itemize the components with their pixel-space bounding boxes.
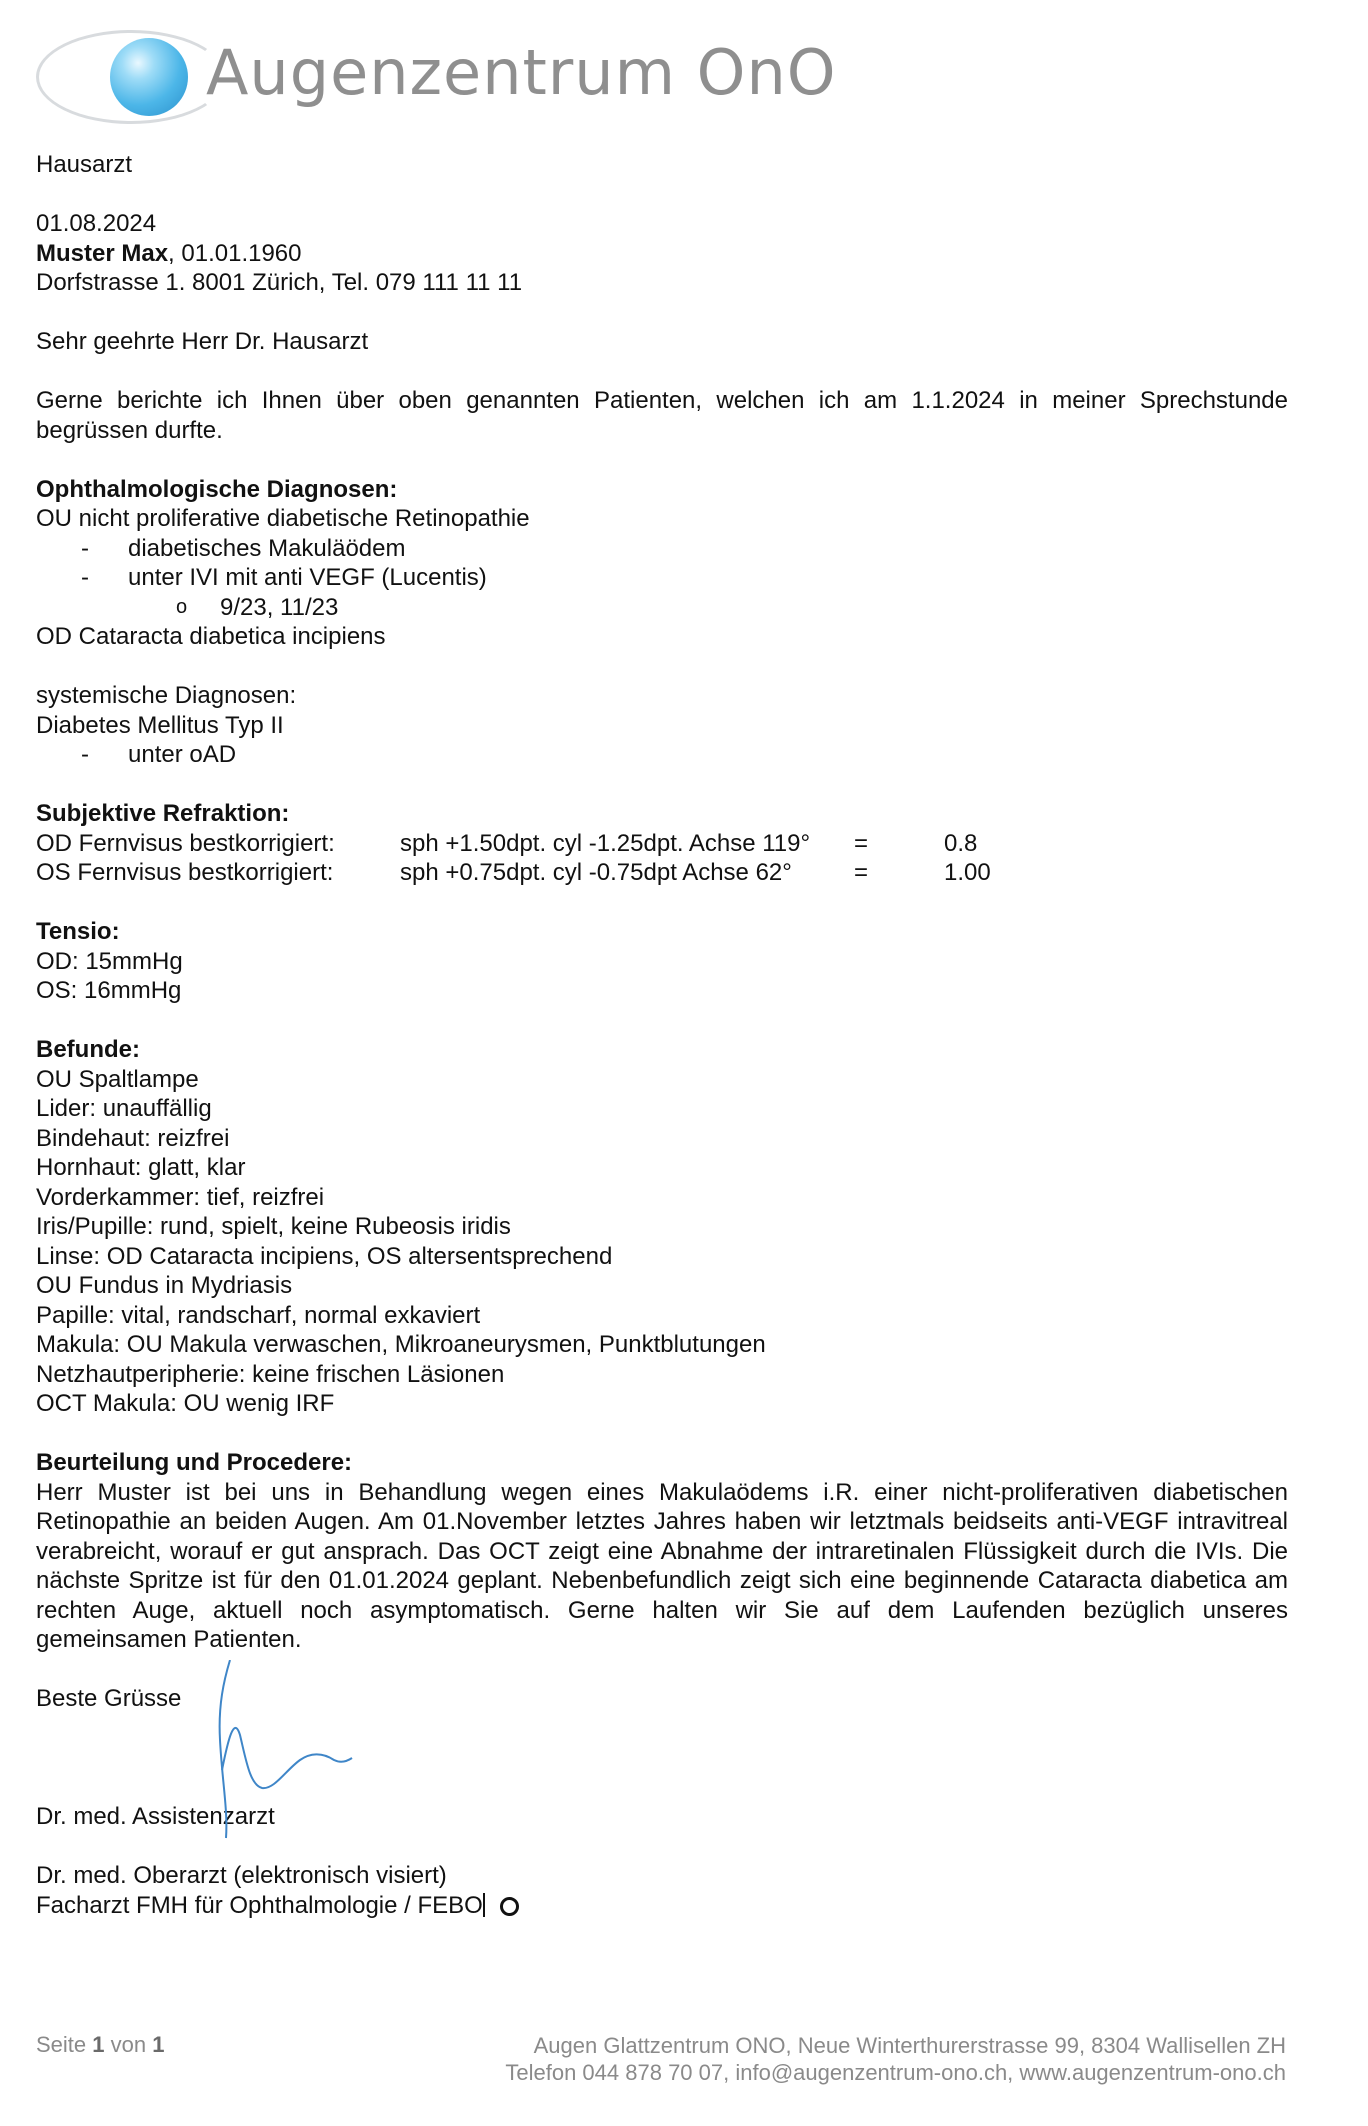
intro-block — [36, 386, 1296, 445]
refraction-label: OD Fernvisus bestkorrigiert: — [36, 829, 335, 857]
letter-date: 01.08.2024 — [36, 210, 157, 237]
assistant-name: Dr. med. Assistenzarzt — [36, 1803, 275, 1830]
finding-line: Lider: unauffällig — [36, 1095, 212, 1122]
patient-block — [36, 209, 1296, 298]
senior-signoff — [36, 1861, 1296, 1920]
salutation-block — [36, 327, 1296, 357]
diagnosis-secondary: OD Cataracta diabetica incipiens — [36, 623, 386, 650]
refraction-value: sph +0.75dpt. cyl -0.75dpt Achse 62° — [400, 859, 792, 886]
refraction-label: OS Fernvisus bestkorrigiert: — [36, 859, 334, 886]
footer-contact: Telefon 044 878 70 07, info@augenzentrum-ono.ch, www.augenzentrum-ono.ch — [505, 2060, 1286, 2085]
finding-line: Makula: OU Makula verwaschen, Mikroaneurysmen, Punktblutungen — [36, 1331, 766, 1358]
logo-wordmark: Augenzentrum OnO — [206, 36, 837, 109]
patient-line — [36, 239, 1296, 269]
assessment-section — [36, 1448, 1296, 1655]
refraction-equals: = — [854, 829, 869, 857]
patient-address: Dorfstrasse 1. 8001 Zürich, Tel. 079 111 11 11 — [36, 269, 523, 296]
finding-line: Papille: vital, randscharf, normal exkaviert — [36, 1301, 481, 1329]
ophth-diagnoses-section — [36, 475, 1296, 652]
refraction-row-od — [36, 829, 1296, 859]
list-item: - unter IVI mit anti VEGF (Lucentis) — [81, 564, 487, 591]
diagnosis-main: OU nicht proliferative diabetische Retinopathie — [36, 505, 530, 532]
section-heading: Ophthalmologische Diagnosen: — [36, 475, 398, 503]
systemic-diagnoses-section — [36, 681, 1296, 770]
mouse-cursor-icon — [500, 1897, 519, 1916]
findings-section — [36, 1035, 1296, 1419]
dash-bullet: - — [81, 534, 89, 562]
finding-line: Bindehaut: reizfrei — [36, 1124, 230, 1152]
refraction-section — [36, 799, 1296, 888]
finding-line: Vorderkammer: tief, reizfrei — [36, 1183, 325, 1211]
page-number: Seite 1 von 1 — [36, 2032, 165, 2057]
patient-name: Muster Max — [36, 239, 169, 267]
finding-line: Iris/Pupille: rund, spielt, keine Rubeosis iridis — [36, 1213, 511, 1240]
logo-eye-icon — [110, 38, 188, 116]
finding-line: Netzhautperipherie: keine frischen Läsionen — [36, 1360, 505, 1388]
list-item: - diabetisches Makuläödem — [81, 534, 406, 562]
text-cursor — [483, 1893, 485, 1917]
recipient: Hausarzt — [36, 151, 133, 178]
diagnosis-main: Diabetes Mellitus Typ II — [36, 711, 284, 739]
section-heading: Subjektive Refraktion: — [36, 800, 290, 827]
finding-line: OU Spaltlampe — [36, 1065, 199, 1093]
refraction-row-os — [36, 858, 1296, 888]
refraction-value: sph +1.50dpt. cyl -1.25dpt. Achse 119° — [400, 829, 811, 857]
assessment-text: Herr Muster ist bei uns in Behandlung wegen eines Makulaödems i.R. einer nicht-proliferativen diabetischen Retinopathie an beiden Augen. Am 01.November letztes Jahres haben wir letztmals beidseits anti-VEGF intravitreal verabreicht, worauf er gut ansprach. Das OCT zeigt eine Abnahme der intraretinalen Flüssigkeit durch die IVIs. Die nächste Spritze ist für den 01.01.2024 geplant. Nebenbefundlich zeigt sich eine beginnende Cataracta diabetica am rechten Auge, aktuell noch asymptomatisch. Gerne halten wir Sie auf dem Laufenden bezüglich unseres gemeinsamen Patienten. — [36, 1478, 1288, 1653]
dash-bullet: - — [81, 741, 89, 768]
tensio-section — [36, 917, 1296, 1006]
recipient-block — [36, 150, 1296, 180]
senior-name: Dr. med. Oberarzt (elektronisch visiert) — [36, 1862, 447, 1889]
clinic-contact-footer — [505, 2032, 1286, 2086]
footer-address: Augen Glattzentrum ONO, Neue Winterthurerstrasse 99, 8304 Wallisellen ZH — [533, 2033, 1286, 2058]
dash-bullet: - — [81, 564, 89, 591]
finding-line: Linse: OD Cataracta incipiens, OS altersentsprechend — [36, 1242, 613, 1270]
finding-line: OCT Makula: OU wenig IRF — [36, 1390, 335, 1417]
section-heading: Tensio: — [36, 918, 120, 945]
handwritten-signature — [210, 1660, 390, 1840]
circle-bullet: o — [176, 595, 188, 618]
patient-dob: , 01.01.1960 — [168, 239, 302, 267]
salutation: Sehr geehrte Herr Dr. Hausarzt — [36, 328, 369, 355]
list-item: - unter oAD — [81, 741, 237, 768]
tensio-od: OD: 15mmHg — [36, 947, 183, 975]
refraction-result: 1.00 — [944, 859, 991, 886]
senior-title[interactable]: Facharzt FMH für Ophthalmologie / FEBO — [36, 1891, 483, 1919]
finding-line: OU Fundus in Mydriasis — [36, 1272, 293, 1299]
refraction-equals: = — [854, 859, 869, 886]
list-item: o 9/23, 11/23 — [176, 593, 339, 621]
section-heading: Befunde: — [36, 1036, 140, 1063]
refraction-result: 0.8 — [944, 829, 978, 857]
section-heading: systemische Diagnosen: — [36, 682, 297, 709]
finding-line: Hornhaut: glatt, klar — [36, 1154, 246, 1181]
tensio-os: OS: 16mmHg — [36, 977, 182, 1004]
section-heading: Beurteilung und Procedere: — [36, 1449, 353, 1476]
closing-greeting: Beste Grüsse — [36, 1685, 182, 1712]
clinic-logo — [36, 22, 837, 132]
intro-text: Gerne berichte ich Ihnen über oben genannten Patienten, welchen ich am 1.1.2024 in meiner Sprechstunde begrüssen durfte. — [36, 387, 1288, 444]
